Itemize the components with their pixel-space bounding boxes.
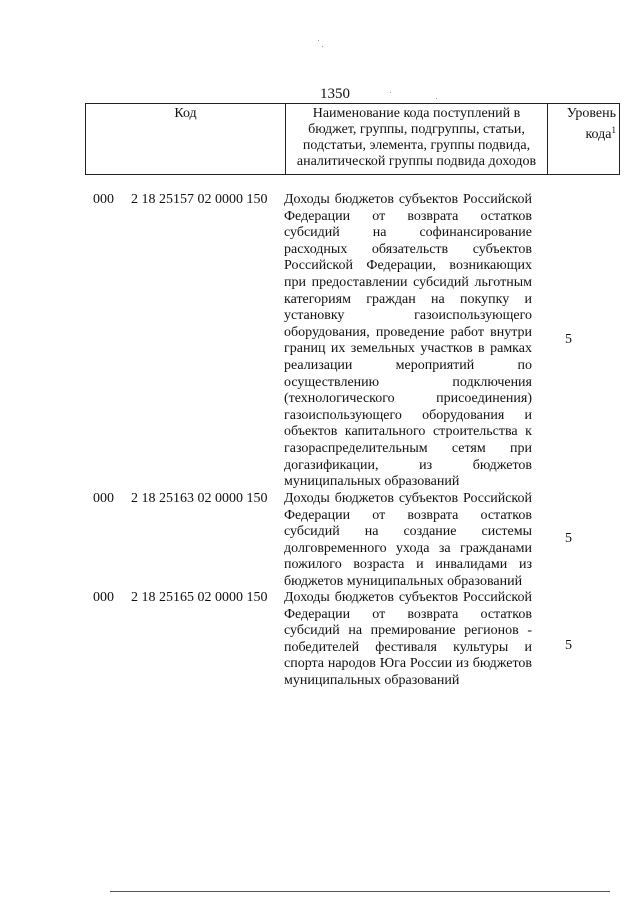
row-name: Доходы бюджетов субъектов Российской Федерации от возврата остатков субсидий на премирование регионов - победителей фестиваля культуры и спорта народов Юга России из бюджетов муниципальных образований (284, 590, 532, 688)
row-admin-code: 000 (93, 590, 114, 605)
header-level-cell (548, 104, 620, 175)
scan-speck (322, 46, 323, 47)
row-budget-code: 2 18 25165 02 0000 150 (131, 590, 268, 605)
header-table (85, 103, 620, 175)
row-budget-code: 2 18 25157 02 0000 150 (131, 192, 268, 207)
row-admin-code: 000 (93, 491, 114, 506)
row-budget-code: 2 18 25163 02 0000 150 (131, 491, 268, 506)
footnote-marker: 1 (611, 125, 616, 135)
page-number: 1350 (320, 86, 350, 102)
scan-edge-line (110, 891, 610, 892)
header-name-label: Наименование кода поступлений в бюджет, группы, подгруппы, статьи, подстатьи, элемента, группы подвида, аналитической группы подвида доходов (296, 106, 537, 169)
header-code-cell (86, 104, 286, 175)
row-admin-code: 000 (93, 192, 114, 207)
header-name-cell (286, 104, 548, 175)
row-name: Доходы бюджетов субъектов Российской Федерации от возврата остатков субсидий на софинансирование расходных обязательств субъектов Российской Федерации, возникающих при предоставлении субсидий льготным категориям граждан на покупку и установку газоиспользующего оборудования, проведение работ внутри границ их земельных участков в рамках реализации мероприятий по осуществлению подключения (технологического присоединения) газоиспользующего оборудования и объектов капитального строительства к газораспределительным сетям при догазификации, из бюджетов муниципальных образований (284, 192, 532, 490)
header-code-label: Код (174, 106, 197, 121)
row-name: Доходы бюджетов субъектов Российской Федерации от возврата остатков субсидий на создание системы долговременного ухода за гражданами пожилого возраста и инвалидами из бюджетов муниципальных образований (284, 491, 532, 589)
scan-speck (318, 40, 319, 41)
header-level-text (551, 106, 616, 143)
header-level-label: Уровень кода (566, 106, 616, 142)
row-level: 5 (565, 531, 572, 546)
row-level: 5 (565, 638, 572, 653)
scan-speck (436, 98, 437, 99)
row-level: 5 (565, 332, 572, 347)
